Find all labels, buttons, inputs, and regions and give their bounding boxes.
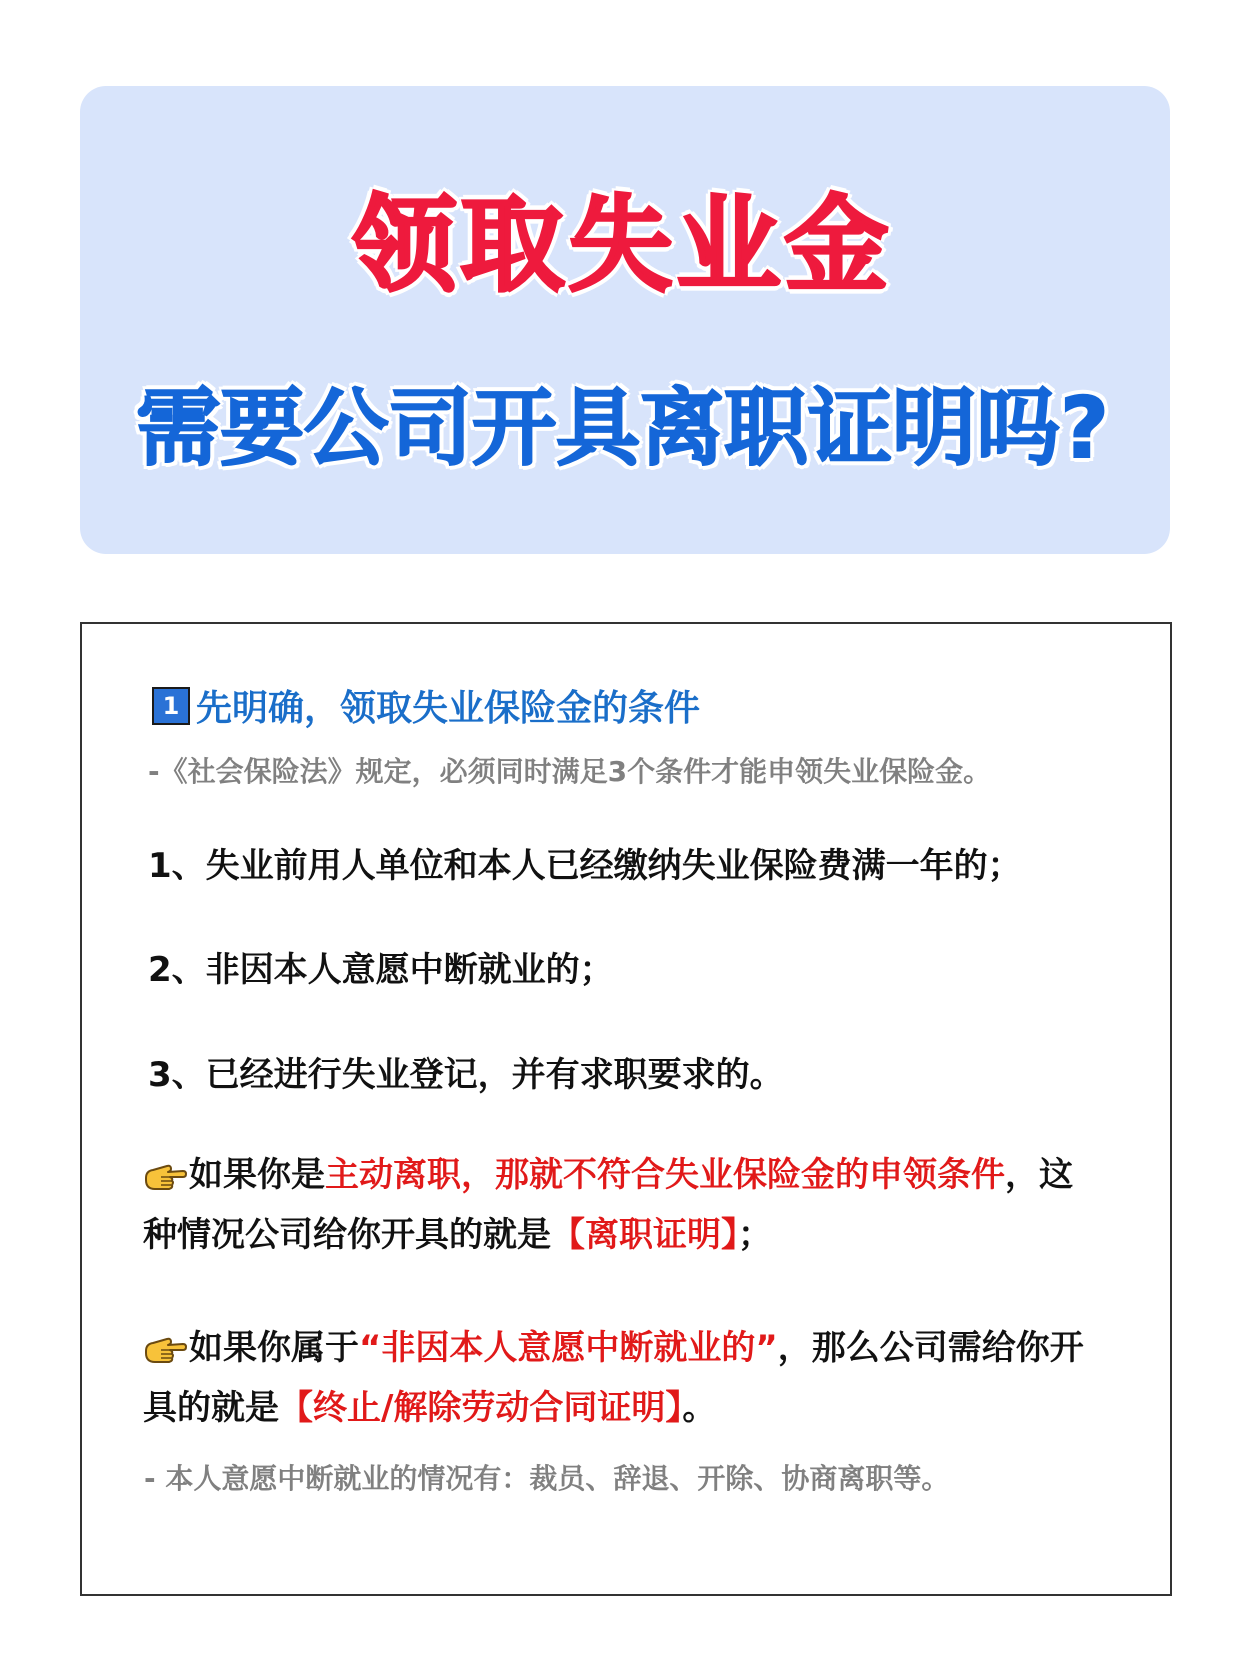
para1-text-e: ； — [738, 1215, 772, 1255]
pointing-hand-icon — [143, 1158, 187, 1192]
condition-item-1: 1、失业前用人单位和本人已经缴纳失业保险费满一年的； — [148, 846, 1022, 886]
para2-highlight: “非因本人意愿中断就业的” — [359, 1328, 778, 1368]
hero-subtitle: 需要公司开具离职证明吗? — [136, 379, 1109, 477]
para2-text-e: 。 — [682, 1388, 717, 1428]
condition-item-3: 3、已经进行失业登记，并有求职要求的。 — [148, 1055, 784, 1095]
paragraph-involuntary-unemployment — [143, 1318, 1103, 1438]
section-heading — [152, 680, 700, 731]
para2-certificate: 【终止/解除劳动合同证明】 — [279, 1388, 683, 1428]
para1-text-a: 如果你是 — [189, 1155, 325, 1195]
number-badge: 1 — [152, 687, 190, 725]
paragraph-voluntary-resignation — [143, 1145, 1103, 1265]
section-heading-text: 先明确，领取失业保险金的条件 — [196, 688, 701, 729]
footnote: - 本人意愿中断就业的情况有：裁员、辞退、开除、协商离职等。 — [144, 1462, 950, 1495]
condition-item-2: 2、非因本人意愿中断就业的； — [148, 950, 614, 990]
para1-certificate: 【离职证明】 — [551, 1215, 738, 1255]
pointing-hand-icon — [143, 1331, 187, 1365]
para1-highlight: 主动离职，那就不符合失业保险金的申领条件 — [325, 1155, 1005, 1195]
para2-text-a: 如果你属于 — [189, 1328, 359, 1368]
para2-text-c: ，那么公司需给你开具的就是 — [143, 1328, 1084, 1428]
para1-text-c: ，这种情况公司给你开具的就是 — [143, 1155, 1073, 1255]
law-note: -《社会保险法》规定，必须同时满足3个条件才能申领失业保险金。 — [148, 755, 992, 788]
hero-title: 领取失业金 — [352, 184, 893, 306]
